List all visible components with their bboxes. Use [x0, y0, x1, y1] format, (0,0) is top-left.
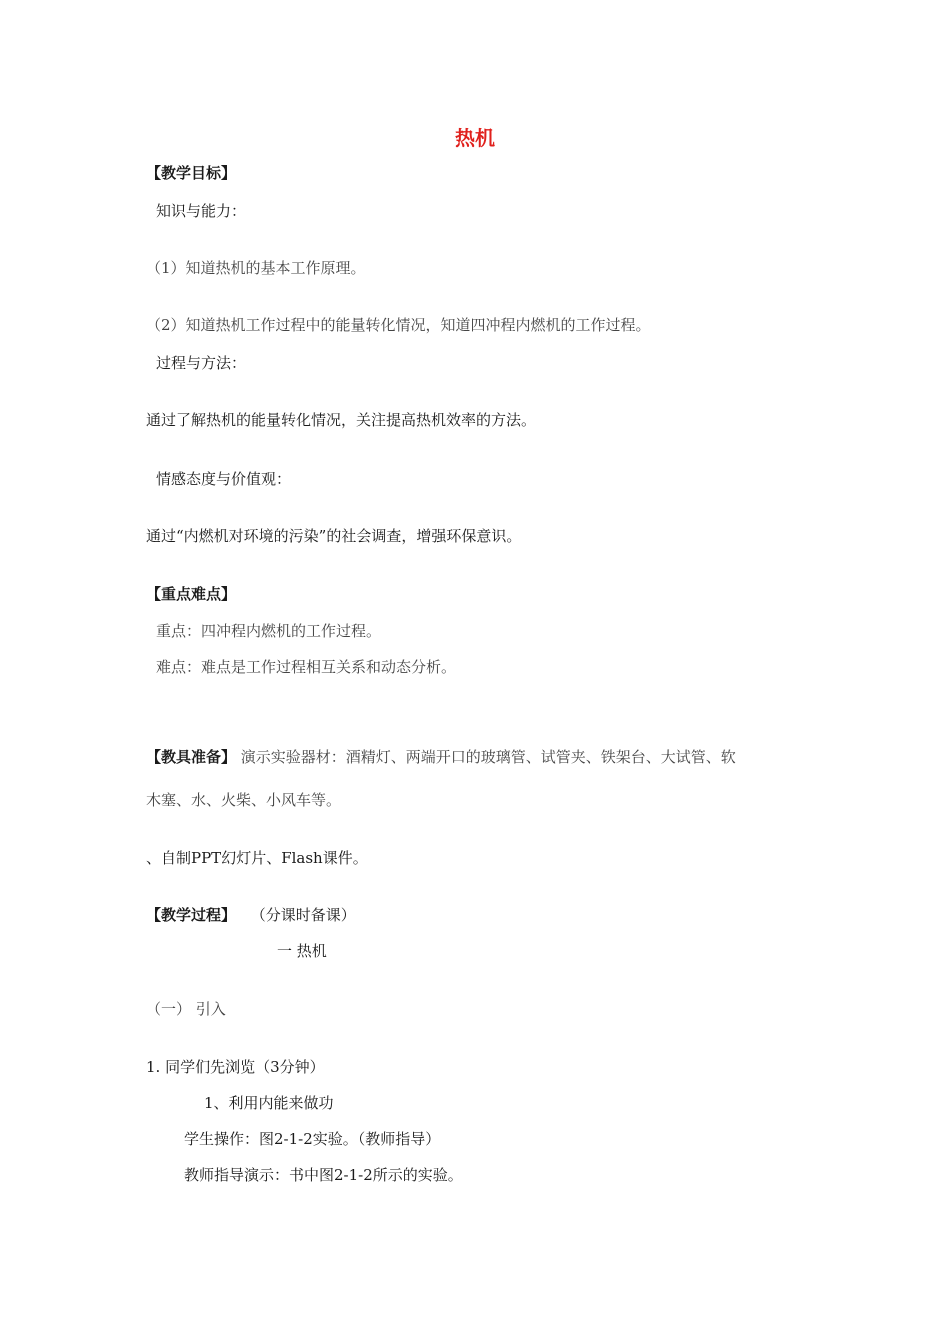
equipment-text-3: 、自制PPT幻灯片、Flash课件。 [146, 849, 368, 867]
key-points-heading: 【重点难点】 [146, 585, 237, 603]
equipment-text-2: 木塞、水、火柴、小风车等。 [146, 791, 342, 809]
equipment-text-1: 演示实验器材：酒精灯、两端开口的玻璃管、试管夹、铁架台、大试管、软 [240, 748, 736, 766]
knowledge-item-2: （2）知道热机工作过程中的能量转化情况，知道四冲程内燃机的工作过程。 [146, 316, 651, 334]
student-operation: 学生操作：图2-1-2实验。（教师指导） [184, 1130, 441, 1148]
process-label: 过程与方法： [156, 354, 247, 372]
document-title: 热机 [455, 126, 495, 150]
sub-step-1: 1、利用内能来做功 [204, 1094, 334, 1112]
part-heading: （一） 引入 [146, 1000, 226, 1018]
section-heading: 一 热机 [277, 942, 327, 960]
step-1: 1. 同学们先浏览（3分钟） [146, 1058, 325, 1076]
knowledge-label: 知识与能力： [156, 202, 247, 220]
goals-heading: 【教学目标】 [146, 164, 237, 182]
knowledge-item-1: （1）知道热机的基本工作原理。 [146, 259, 366, 277]
equipment-line-1 [146, 747, 736, 767]
process-text: 通过了解热机的能量转化情况，关注提高热机效率的方法。 [146, 411, 537, 429]
process-heading: 【教学过程】 [146, 906, 237, 924]
process-line [146, 905, 356, 925]
key-point: 重点：四冲程内燃机的工作过程。 [156, 622, 382, 640]
emotion-text: 通过“内燃机对环境的污染”的社会调查，增强环保意识。 [146, 527, 522, 545]
difficult-point: 难点：难点是工作过程相互关系和动态分析。 [156, 658, 457, 676]
emotion-label: 情感态度与价值观： [156, 470, 292, 488]
process-note: （分课时备课） [250, 906, 356, 924]
teacher-demo: 教师指导演示：书中图2-1-2所示的实验。 [184, 1166, 463, 1184]
equipment-heading: 【教具准备】 [146, 748, 237, 766]
